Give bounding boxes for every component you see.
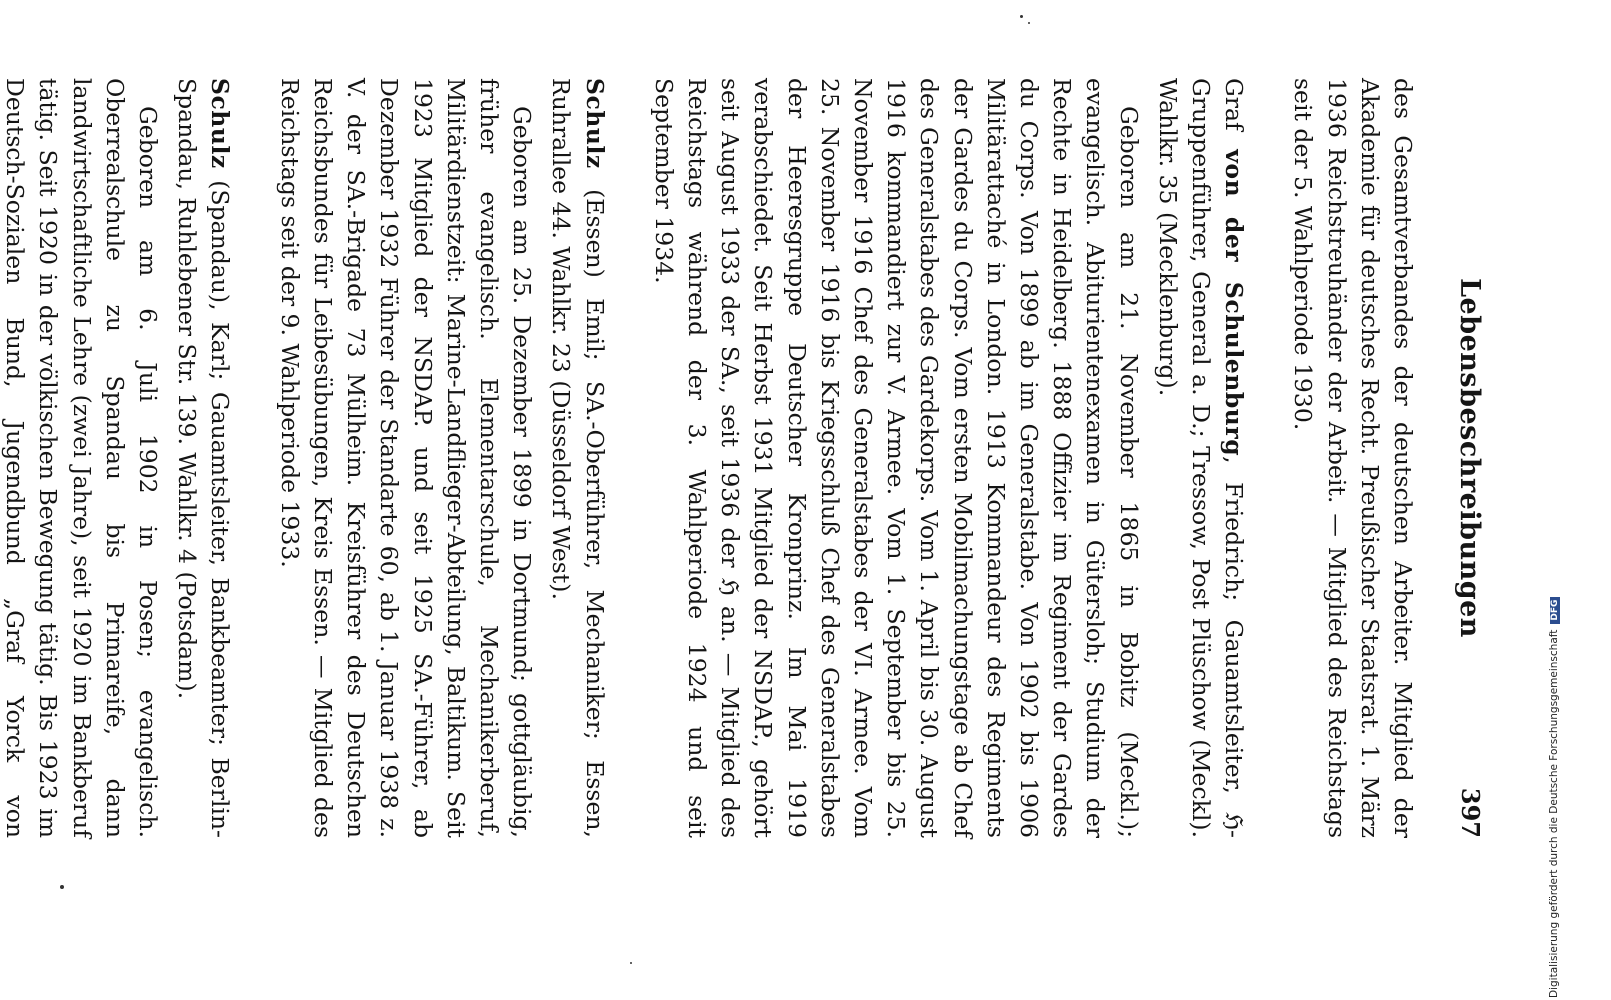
entry-name: Schulz: [580, 78, 609, 169]
dfg-logo: DFG: [1550, 597, 1560, 624]
attribution-text: Digitalisierung gefördert durch die Deutsche Forschungsgemeinschaft: [1548, 629, 1560, 998]
page-header: [1445, 78, 1485, 838]
entry-heading-schulz-spandau: [170, 78, 236, 838]
continuation-paragraph: des Gesamtverbandes der deutschen Arbeiter. Mitglied der Akademie für deutsches Recht. Preußischer Staatsrat. 1. März 1936 Reichstreuhänder der Arbeit. — Mitglied des Reichstags seit der 5. Wahlperiode 1930.: [1289, 78, 1417, 838]
scan-speck: [1020, 15, 1023, 18]
entry-details: (Essen) Emil; SA.-Oberführer, Mechaniker; Essen, Ruhrallee 44. Wahlkr. 23 (Düsseldorf West).: [547, 78, 609, 838]
entry-biography-schulz-essen: Geboren am 25. Dezember 1899 in Dortmund; gottgläubig, früher evangelisch. Elementarschule, Mechanikerberuf, Militärdienstzeit: Marine-Landflieger-Abteilung, Baltikum. Seit 1923 Mitglied der NSDAP. und seit 1925 SA.-Führer, ab Dezember 1932 Führer der Standarte 60, ab 1. Januar 1938 z. V. der SA.-Brigade 73 Mülheim. Kreisführer des Deutschen Reichsbundes für Leibesübungen, Kreis Essen. — Mitglied des Reichstags seit der 9. Wahlperiode 1933.: [275, 78, 537, 838]
page-body: [0, 78, 1419, 838]
scan-speck: [60, 885, 64, 889]
entry-biography-schulenburg: Geboren am 21. November 1865 in Bobitz (Meckl.); evangelisch. Abiturientenexamen in Gütersloh; Studium der Rechte in Heidelberg. 1888 Offizier im Regiment der Gardes du Corps. Von 1899 ab im Generalstabe. Von 1902 bis 1906 Militärattaché in London. 1913 Kommandeur des Regiments der Gardes du Corps. Vom ersten Mobilmachungstage ab Chef des Generalstabes des Gardekorps. Vom 1. April bis 30. August 1916 kommandiert zur V. Armee. Vom 1. September bis 25. November 1916 Chef des Generalstabes der VI. Armee. Vom 25. November 1916 bis Kriegsschluß Chef des Generalstabes der Heeresgruppe Deutscher Kronprinz. Im Mai 1919 verabschiedet. Seit Herbst 1931 Mitglied der NSDAP., gehört seit August 1933 der SA., seit 1936 der ℌ an. — Mitglied des Reichstags während der 3. Wahlperiode 1924 und seit September 1934.: [649, 78, 1143, 838]
entry-heading-schulenburg: [1151, 78, 1251, 838]
running-head: Lebensbeschreibungen: [1454, 278, 1485, 638]
entry-details: (Spandau), Karl; Gauamtsleiter, Bankbeamter; Berlin-Spandau, Ruhlebener Str. 139. Wahlkr. 4 (Potsdam).: [173, 78, 235, 838]
entry-name: von der Schulenburg: [1220, 149, 1249, 457]
entry-prefix: Graf: [1220, 78, 1249, 150]
digitization-attribution: [1548, 18, 1562, 998]
entry-name: Schulz: [206, 78, 235, 169]
entry-details: , Friedrich; Gauamtsleiter, ℌ-Gruppenführer, General a. D.; Tressow, Post Plüschow (Meckl). Wahlkr. 35 (Mecklenburg).: [1153, 78, 1249, 838]
scan-speck: [1028, 22, 1030, 24]
entry-biography-schulz-spandau: Geboren am 6. Juli 1902 in Posen; evangelisch. Oberrealschule zu Spandau bis Primareife, dann landwirtschaftliche Lehre (zwei Jahre), seit 1920 im Bankberuf tätig. Seit 1920 in der völkischen Bewegung tätig. Bis 1923 im Deutsch-Sozialen Bund, Jugendbund „Graf Yorck von: [1, 78, 163, 838]
rotated-page: [1, 0, 1585, 1000]
entry-heading-schulz-essen: [544, 78, 610, 838]
page-number: 397: [1456, 787, 1485, 838]
scan-speck: [630, 962, 632, 964]
